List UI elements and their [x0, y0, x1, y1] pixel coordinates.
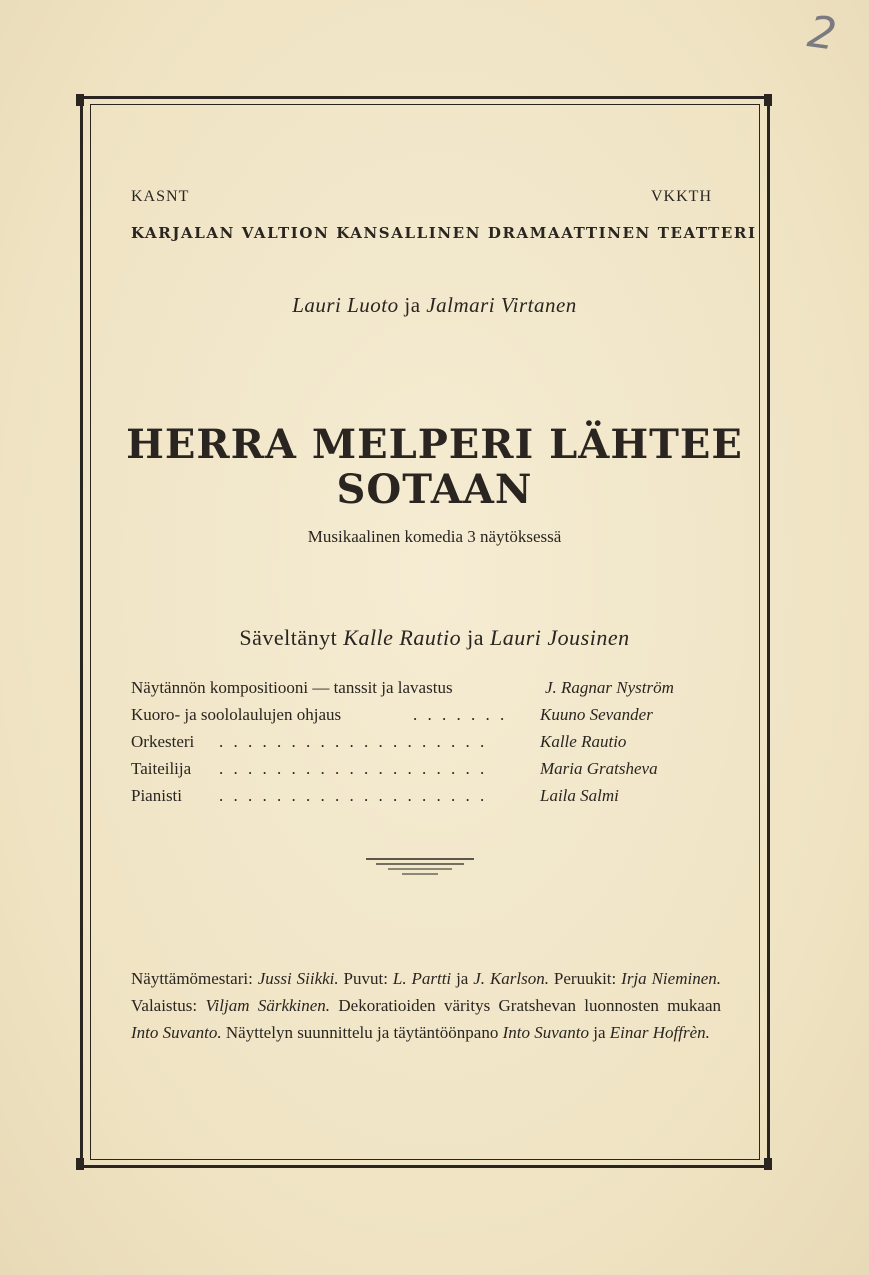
- handwritten-page-number: 2: [804, 6, 840, 61]
- credit-row: [131, 759, 721, 783]
- author-1: Lauri Luoto: [292, 293, 399, 317]
- divider-ornament: [366, 856, 474, 878]
- credit-dots: . . . . . . .: [413, 705, 508, 724]
- composer-1: Kalle Rautio: [343, 625, 462, 650]
- credit-dots: . . . . . . . . . . . . . . . . . . .: [219, 759, 488, 778]
- authors-joiner: ja: [404, 293, 421, 317]
- credit-role: Taiteilija: [131, 759, 192, 778]
- credit-name: Kuuno Sevander: [540, 705, 653, 724]
- credit-row: [131, 732, 721, 756]
- credit-role: Näytännön kompositiooni — tanssit ja lavastus: [131, 678, 453, 697]
- composers-joiner: ja: [467, 625, 484, 650]
- credit-row: [131, 705, 721, 729]
- play-subtitle: Musikaalinen komedia 3 näytöksessä: [307, 527, 562, 546]
- credit-role: Pianisti: [131, 786, 183, 805]
- credit-role: Orkesteri: [131, 732, 195, 751]
- composers-line: [0, 625, 869, 651]
- credit-row: [131, 786, 721, 810]
- staff-credits-paragraph: Näyttämömestari: Jussi Siikki. Puvut: L. Partti ja J. Karlson. Peruukit: Irja Nieminen. Valaistus: Viljam Särkkinen. Dekoratioiden väritys Gratshevan luonnosten mukaan Into Suvanto. Näyttelyn suunnittelu ja täytäntöönpano Into Suvanto ja Einar Hoffrèn.: [131, 969, 722, 1042]
- title-line-1: HERRA MELPERI LÄHTEE: [126, 421, 743, 468]
- composer-2: Lauri Jousinen: [489, 625, 630, 650]
- credit-row: [131, 678, 721, 702]
- credit-name: Laila Salmi: [540, 786, 619, 805]
- credit-role: Kuoro- ja soololaulujen ohjaus: [131, 705, 342, 724]
- credit-dots: . . . . . . . . . . . . . . . . . . .: [219, 732, 488, 751]
- theatre-name: KARJALAN VALTION KANSALLINEN DRAMAATTINEN TEATTERI: [131, 224, 757, 242]
- credit-name: J. Ragnar Nyström: [545, 678, 674, 697]
- author-2: Jalmari Virtanen: [426, 293, 577, 317]
- abbreviation-right: VKKTH: [651, 188, 712, 205]
- play-title: [0, 422, 869, 512]
- credit-name: Kalle Rautio: [540, 732, 627, 751]
- title-line-2: SOTAAN: [336, 466, 533, 513]
- credit-dots: . . . . . . . . . . . . . . . . . . .: [219, 786, 488, 805]
- composed-prefix: Säveltänyt: [239, 625, 338, 650]
- credit-name: Maria Gratsheva: [540, 759, 658, 778]
- authors-line: [0, 293, 869, 318]
- abbreviation-left: KASNT: [131, 188, 190, 205]
